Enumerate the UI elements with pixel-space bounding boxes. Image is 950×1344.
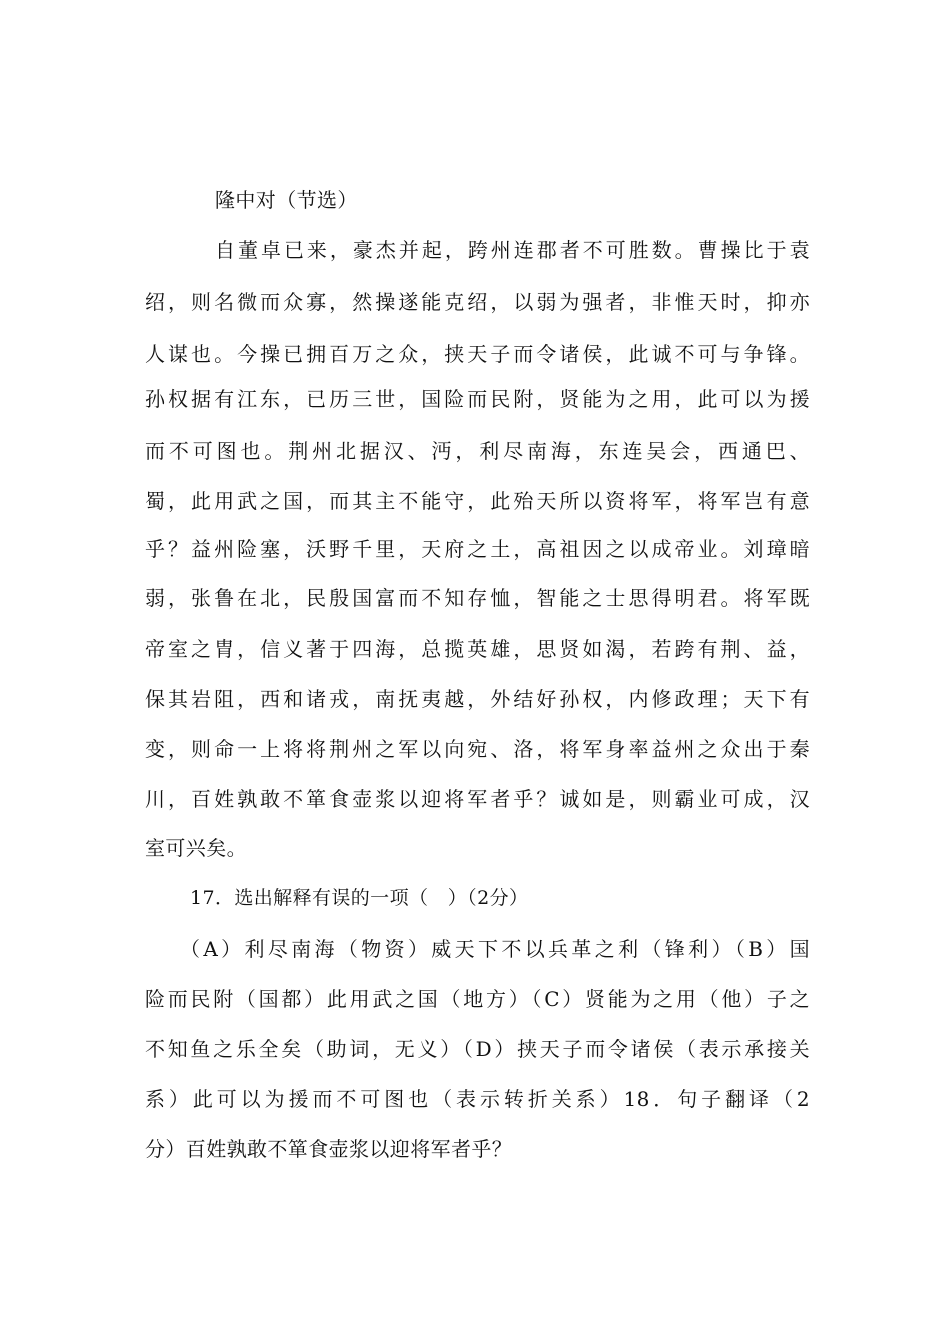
passage-line: 保其岩阻，西和诸戎，南抚夷越，外结好孙权，内修政理；天下有	[145, 687, 810, 711]
passage-line: 蜀，此用武之国，而其主不能守，此殆天所以资将军，将军岂有意	[145, 489, 810, 513]
passage-line: 孙权据有江东，已历三世，国险而民附，贤能为之用，此可以为援	[145, 387, 810, 411]
question-17-option-line: （A）利尽南海（物资）威天下不以兵革之利（锋利）（B）国	[180, 937, 810, 961]
passage-line: 而不可图也。荆州北据汉、沔，利尽南海，东连吴会，西通巴、	[145, 439, 810, 463]
passage-line: 乎？益州险塞，沃野千里，天府之土，高祖因之以成帝业。刘璋暗	[145, 537, 810, 561]
question-17-prompt: 17．选出解释有误的一项（ ）（2分）	[190, 887, 529, 909]
passage-line: 室可兴矣。	[145, 836, 247, 860]
question-17-option-line: 险而民附（国都）此用武之国（地方）（C）贤能为之用（他）子之	[145, 987, 810, 1011]
passage-line: 人谋也。今操已拥百万之众，挟天子而令诸侯，此诚不可与争锋。	[145, 342, 810, 366]
passage-line: 弱，张鲁在北，民殷国富而不知存恤，智能之士思得明君。将军既	[145, 586, 810, 610]
question-18-translation-prompt: 分）百姓孰敢不箪食壶浆以迎将军者乎？	[145, 1137, 513, 1161]
passage-title: 隆中对（节选）	[215, 188, 358, 212]
passage-line: 帝室之胄，信义著于四海，总揽英雄，思贤如渴，若跨有荆、益，	[145, 637, 810, 661]
passage-line: 变，则命一上将将荆州之军以向宛、洛，将军身率益州之众出于秦	[145, 737, 810, 761]
passage-line: 自董卓已来，豪杰并起，跨州连郡者不可胜数。曹操比于袁	[215, 238, 810, 262]
question-17-option-line: 系）此可以为援而不可图也（表示转折关系）18．句子翻译（2	[145, 1087, 810, 1111]
passage-line: 川，百姓孰敢不箪食壶浆以迎将军者乎？诚如是，则霸业可成，汉	[145, 787, 810, 811]
passage-line: 绍，则名微而众寡，然操遂能克绍，以弱为强者，非惟天时，抑亦	[145, 290, 810, 314]
question-17-option-line: 不知鱼之乐全矣（助词，无义）（D）挟天子而令诸侯（表示承接关	[145, 1037, 810, 1061]
